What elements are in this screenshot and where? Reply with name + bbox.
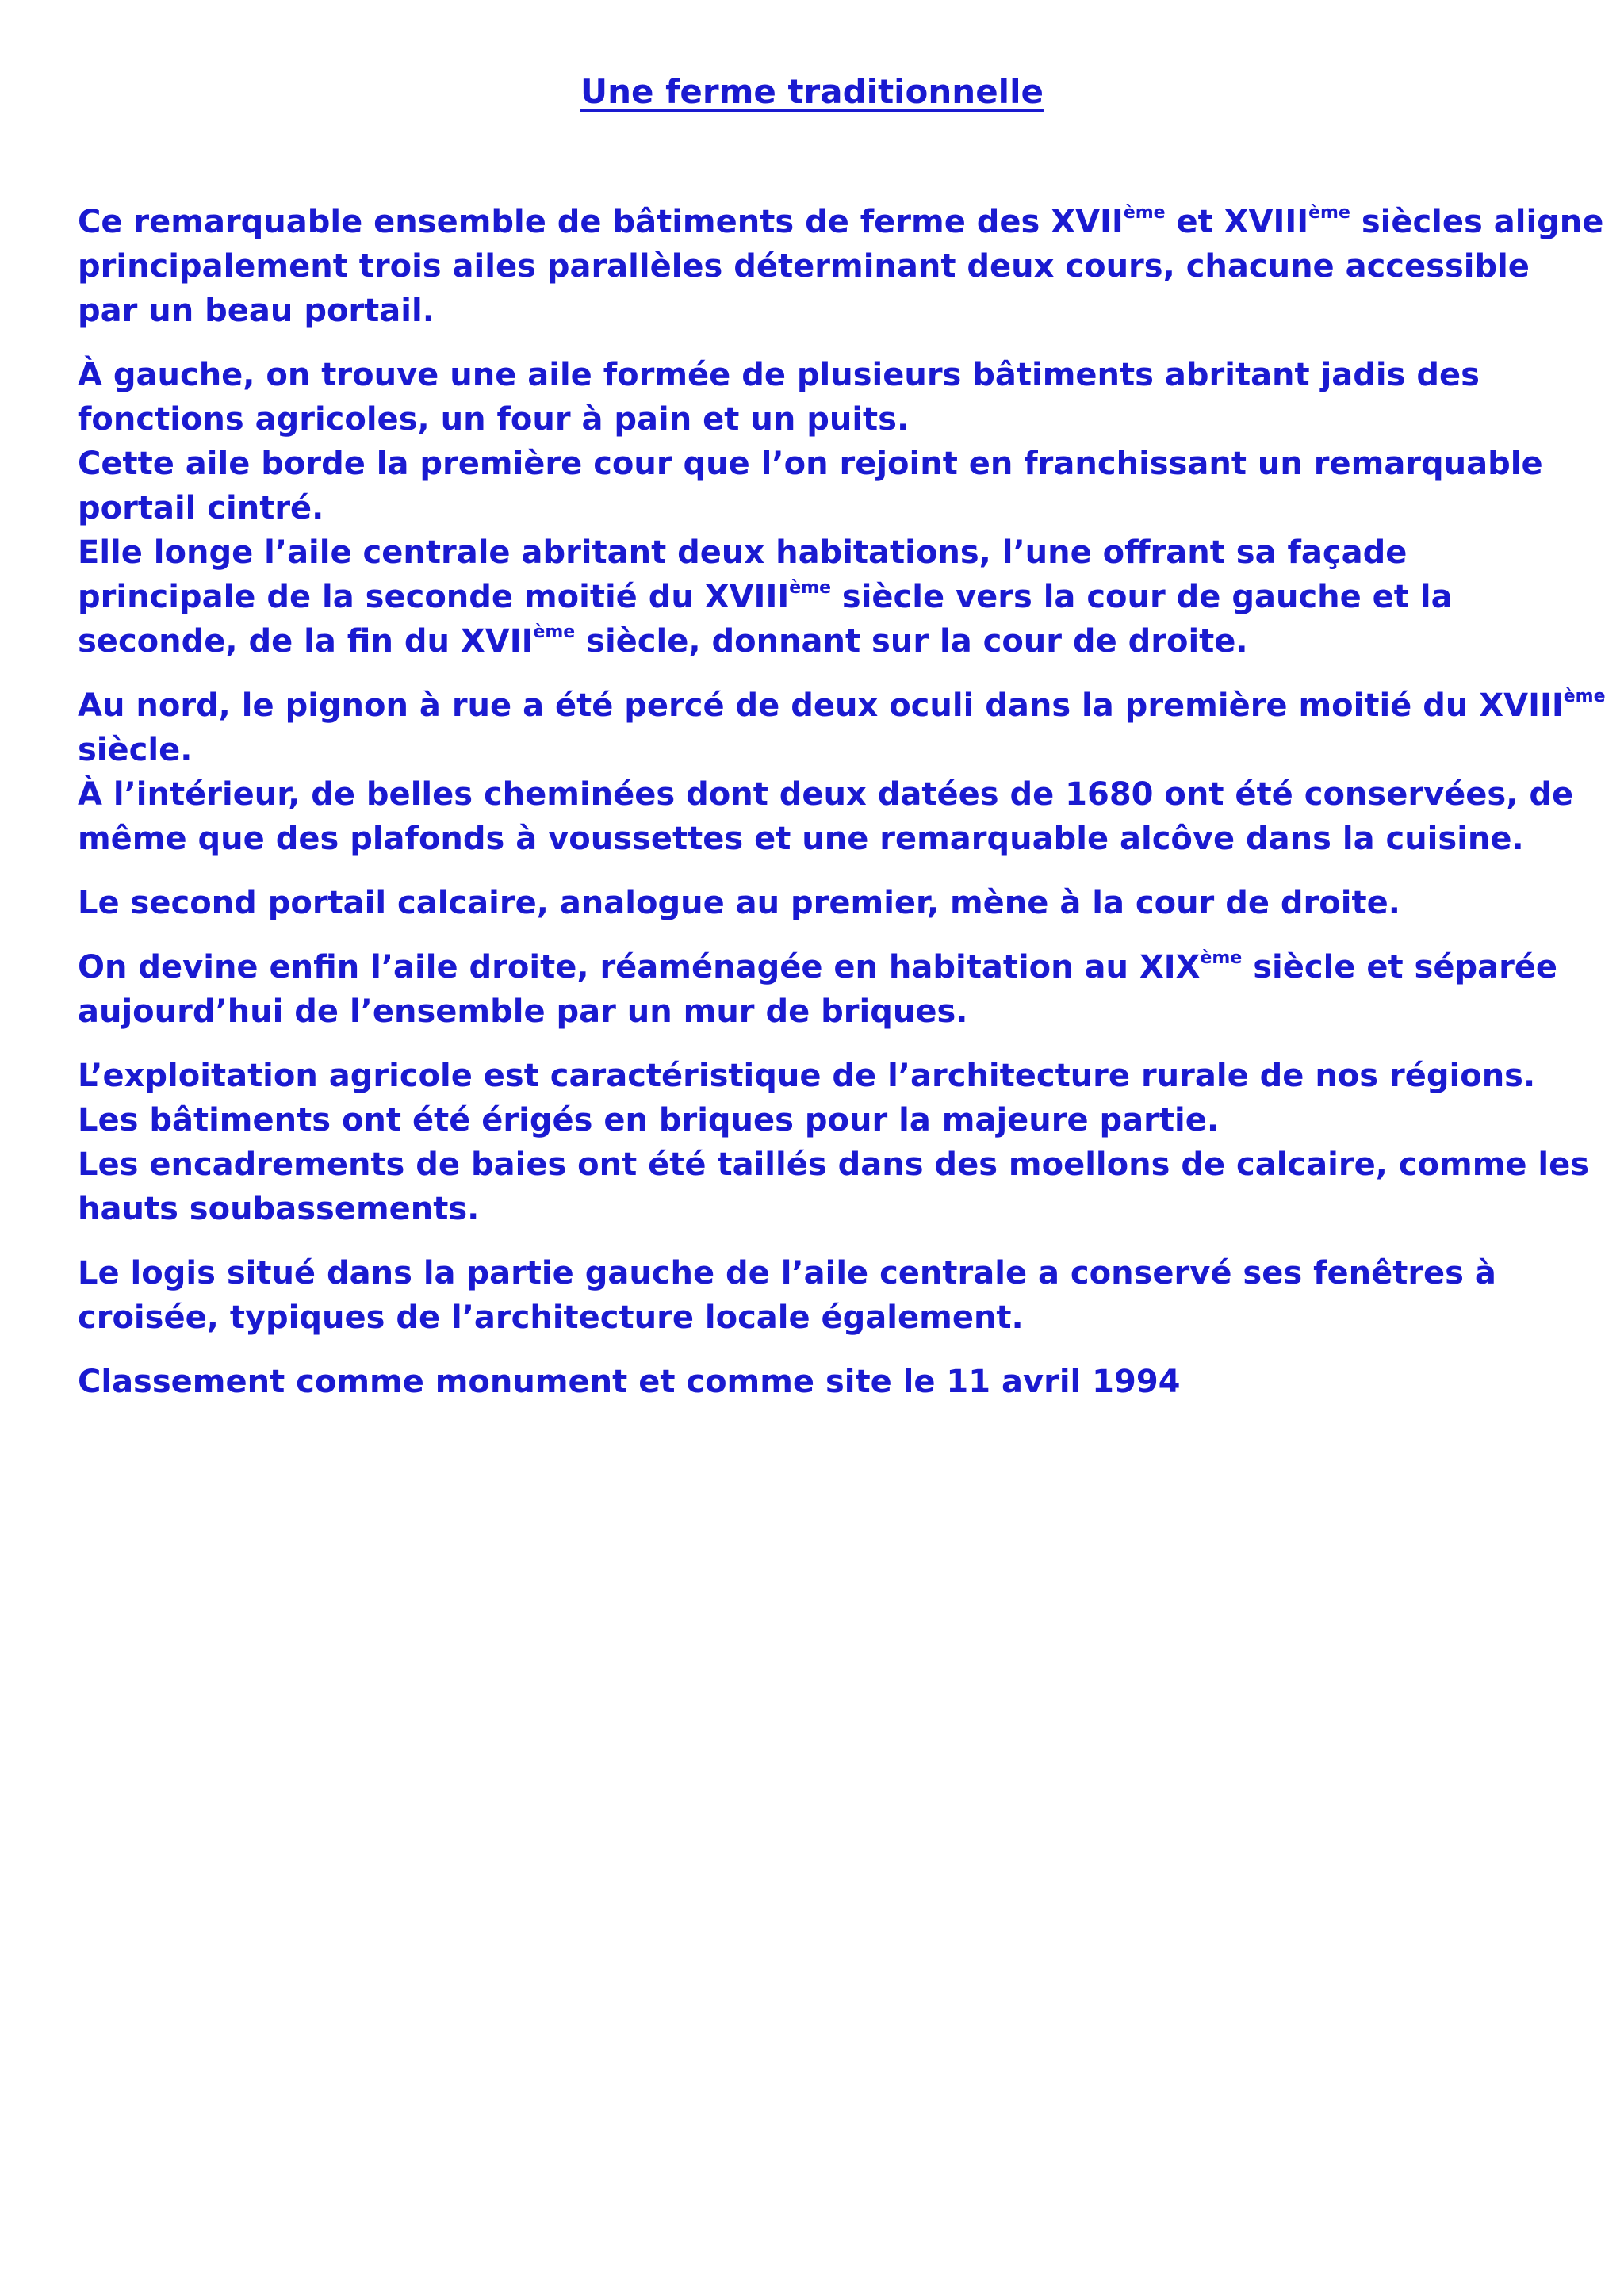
- superscript-eme: ème: [1308, 203, 1350, 223]
- paragraph-intro: [78, 200, 1604, 333]
- paragraph-left-wing: [78, 353, 1568, 664]
- text-line: Classement comme monument et comme site le 11 avril 1994: [78, 1364, 1181, 1400]
- superscript-eme: ème: [1200, 948, 1243, 968]
- text-line: fonctions agricoles, un four à pain et un puits.: [78, 401, 910, 438]
- text-line: Les encadrements de baies ont été taillés dans des moellons de calcaire, comme les: [78, 1146, 1590, 1183]
- text-line: aujourd’hui de l’ensemble par un mur de briques.: [78, 993, 968, 1030]
- paragraph-north-gable: [78, 683, 1606, 861]
- paragraph-second-portal: [78, 881, 1568, 925]
- text-line: À l’intérieur, de belles cheminées dont deux datées de 1680 ont été conservées, de: [78, 776, 1574, 813]
- text-line: Au nord, le pignon à rue a été percé de deux oculi dans la première moitié du XVIIIème: [78, 687, 1606, 724]
- text-line: croisée, typiques de l’architecture locale également.: [78, 1299, 1024, 1336]
- superscript-eme: ème: [789, 578, 831, 598]
- superscript-eme: ème: [533, 622, 576, 642]
- text-line: portail cintré.: [78, 490, 324, 526]
- text-line: par un beau portail.: [78, 293, 435, 329]
- paragraph-classement: [78, 1360, 1568, 1404]
- superscript-eme: ème: [1563, 687, 1606, 706]
- text-line: seconde, de la fin du XVIIème siècle, donnant sur la cour de droite.: [78, 622, 1248, 660]
- text-line: On devine enfin l’aile droite, réaménagée en habitation au XIXème siècle et séparée: [78, 948, 1558, 985]
- paragraph-architecture: [78, 1054, 1590, 1231]
- text-line: Le second portail calcaire, analogue au premier, mène à la cour de droite.: [78, 885, 1400, 921]
- text-line: À gauche, on trouve une aile formée de plusieurs bâtiments abritant jadis des: [78, 357, 1480, 393]
- text-line: Ce remarquable ensemble de bâtiments de ferme des XVIIème et XVIIIème siècles aligne: [78, 203, 1604, 240]
- text-line: principalement trois ailes parallèles déterminant deux cours, chacune accessible: [78, 248, 1530, 285]
- text-line: L’exploitation agricole est caractéristique de l’architecture rurale de nos régions.: [78, 1058, 1536, 1094]
- text-line: Le logis situé dans la partie gauche de l’aile centrale a conservé ses fenêtres à: [78, 1255, 1496, 1292]
- superscript-eme: ème: [1123, 203, 1166, 223]
- document-body: [78, 200, 1606, 1424]
- text-line: Elle longe l’aile centrale abritant deux habitations, l’une offrant sa façade: [78, 534, 1408, 571]
- paragraph-logis: [78, 1251, 1568, 1340]
- text-line: même que des plafonds à voussettes et une remarquable alcôve dans la cuisine.: [78, 821, 1524, 857]
- document-title: Une ferme traditionnelle: [580, 72, 1044, 111]
- text-line: Cette aile borde la première cour que l’on rejoint en franchissant un remarquable: [78, 446, 1543, 482]
- text-line: siècle.: [78, 732, 193, 768]
- text-line: principale de la seconde moitié du XVIIIème siècle vers la cour de gauche et la: [78, 578, 1453, 615]
- text-line: hauts soubassements.: [78, 1191, 480, 1227]
- text-line: Les bâtiments ont été érigés en briques pour la majeure partie.: [78, 1102, 1220, 1138]
- paragraph-right-wing: [78, 945, 1568, 1034]
